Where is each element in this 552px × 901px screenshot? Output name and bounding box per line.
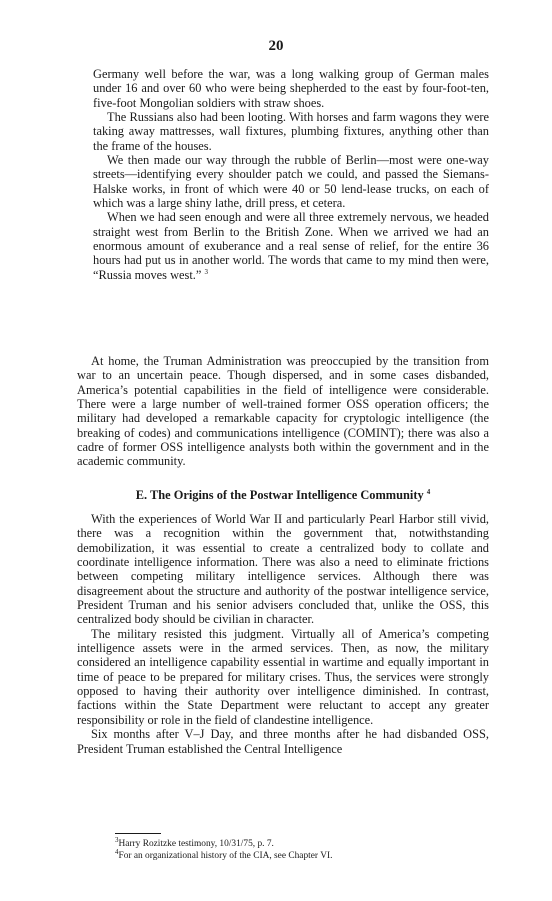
quote-text: When we had seen enough and were all three extremely nervous, we headed straight west from Berlin to the British Zone. When we arrived we had an enormous amount of exuberance and a real sense of relief, for the entire 36 hours had put us in another world. The words that came to my mind then were, “Russia moves west.” — [93, 210, 489, 282]
body-paragraph: Six months after V–J Day, and three months after he had disbanded OSS, President Truman established the Central Intelligence — [77, 727, 489, 756]
footnote-divider — [115, 833, 161, 834]
footnote-ref: 3 — [204, 267, 209, 276]
page-number: 20 — [268, 38, 284, 54]
footnote — [115, 835, 489, 851]
footnote-ref: 4 — [426, 487, 431, 496]
quote-paragraph: We then made our way through the rubble of Berlin—most were one-way streets—identifying every shoulder patch we could, and passed the Siemans-Halske works, in front of which were 40 or 50 lend-lease trucks, on each of which was a large shiny lathe, drill press, et cetera. — [93, 153, 489, 211]
quote-paragraph: Germany well before the war, was a long walking group of German males under 16 and over 60 who were being shepherded to the east by four-foot-ten, five-foot Mongolian soldiers with straw shoes. — [93, 67, 489, 110]
quote-paragraph: The Russians also had been looting. With horses and farm wagons they were taking away mattresses, wall fixtures, plumbing fixtures, anything other than the frame of the houses. — [93, 110, 489, 153]
footnote — [115, 847, 489, 863]
section-heading — [77, 488, 489, 503]
body-text-lower — [77, 512, 489, 756]
body-paragraph: At home, the Truman Administration was preoccupied by the transition from war to an uncertain peace. Though dispersed, and in some cases disbanded, America’s potential capabilities in the field of intelligence were considerable. There were a large number of well-trained former OSS operation officers; the military had developed a remarkable capacity for cryptologic intelligence (the breaking of codes) and communications intelligence (COMINT); there was also a cadre of former OSS intelligence analysts both within the government and in the academic community. — [77, 354, 489, 469]
footnotes — [115, 835, 489, 862]
footnote-mark: 3 — [115, 835, 119, 844]
body-paragraph: With the experiences of World War II and particularly Pearl Harbor still vivid, there was a recognition within the government that, notwithstanding demobilization, it was essential to create a centralized body to collate and coordinate intelligence information. There was also a need to eliminate frictions between competing military intelligence services. Although there was disagreement about the structure and authority of the postwar intelligence service, President Truman and his senior advisers concluded that, unlike the OSS, this centralized body should be civilian in character. — [77, 512, 489, 627]
footnote-text: For an organizational history of the CIA, see Chapter VI. — [118, 850, 333, 861]
testimony-block-quote — [93, 67, 489, 282]
footnote-text: Harry Rozitzke testimony, 10/31/75, p. 7. — [118, 839, 274, 849]
body-paragraph: The military resisted this judgment. Virtually all of America’s competing intelligence assets were in the armed services. Then, as now, the military considered an intelligence capability essential in wartime and equally important in time of peace to be prepared for military crises. Thus, the services were strongly opposed to having their authority over intelligence diminished. In contrast, factions within the State Department were reluctant to accept any greater responsibility or role in the field of clandestine intelligence. — [77, 626, 489, 727]
body-text-upper — [77, 354, 489, 469]
quote-paragraph-last — [93, 210, 489, 282]
footnote-mark: 4 — [115, 847, 119, 856]
section-heading-text: E. The Origins of the Postwar Intelligence Community — [135, 488, 424, 502]
